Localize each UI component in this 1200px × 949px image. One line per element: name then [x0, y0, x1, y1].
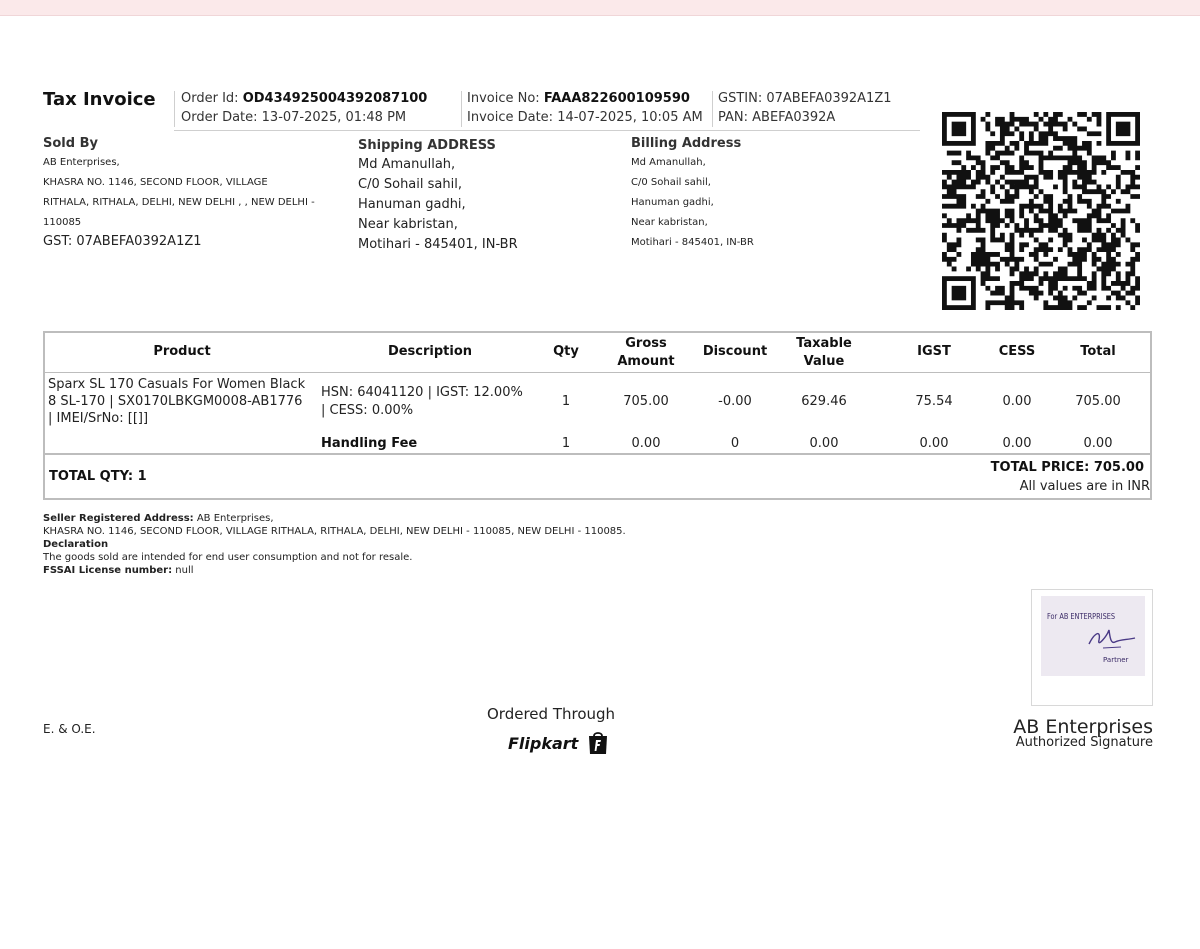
order-id-label: Order Id: — [181, 91, 239, 106]
address-line: Near kabristan, — [358, 217, 458, 232]
sold-by-title: Sold By — [43, 136, 98, 151]
cell-total: 705.00 — [1075, 394, 1121, 409]
table-header-rule — [45, 372, 1150, 373]
top-bar — [0, 0, 1200, 16]
signature-scribble-icon — [1081, 622, 1141, 656]
cell-handling-fee: Handling Fee — [321, 436, 418, 451]
address-line: Near kabristan, — [631, 217, 708, 228]
cell-qty: 1 — [561, 436, 571, 451]
ordered-through: Ordered Through — [487, 705, 616, 723]
flipkart-wordmark: Flipkart — [508, 734, 579, 753]
product-line: | IMEI/SrNo: [[]] — [48, 411, 149, 426]
qr-code-icon — [942, 112, 1140, 310]
cell-cess: 0.00 — [1002, 436, 1032, 451]
invoice-no-label: Invoice No: — [467, 91, 540, 106]
col-gross — [605, 335, 687, 371]
stamp-text: For AB ENTERPRISES — [1047, 612, 1116, 621]
shipping-title: Shipping ADDRESS — [358, 138, 496, 153]
address-line: Motihari - 845401, IN-BR — [358, 237, 518, 252]
address-line: RITHALA, RITHALA, DELHI, NEW DELHI , , NEW DELHI - — [43, 197, 315, 208]
col-taxable — [781, 335, 867, 371]
invoice-no-value: FAAA822600109590 — [543, 91, 690, 106]
header-divider — [461, 91, 462, 127]
footer-notes — [43, 512, 626, 577]
cell-qty: 1 — [561, 394, 571, 409]
currency-note: All values are in INR — [1019, 479, 1150, 494]
product-line: 8 SL-170 | SX0170LBKGM0008-AB1776 — [48, 394, 303, 409]
invoice-title: Tax Invoice — [43, 89, 156, 110]
total-price: TOTAL PRICE: 705.00 — [990, 460, 1144, 475]
product-line: Sparx SL 170 Casuals For Women Black — [48, 377, 306, 392]
address-line: 110085 — [43, 217, 82, 228]
fssai-value: null — [175, 565, 194, 576]
cell-igst: 75.54 — [915, 394, 953, 409]
cell-taxable: 629.46 — [801, 394, 847, 409]
flipkart-bag-icon — [586, 731, 610, 755]
header-divider — [712, 91, 713, 127]
col-gross-line2: Amount — [617, 354, 675, 369]
billing-title: Billing Address — [631, 136, 742, 151]
signature-stamp — [1041, 596, 1145, 676]
col-description: Description — [387, 344, 473, 359]
shipping-address — [358, 155, 518, 255]
col-cess: CESS — [998, 344, 1036, 359]
invoice-date: Invoice Date: 14-07-2025, 10:05 AM — [467, 110, 703, 125]
gstin: GSTIN: 07ABEFA0392A1Z1 — [718, 91, 892, 106]
totals-box — [43, 455, 1152, 500]
cell-taxable: 0.00 — [809, 436, 839, 451]
order-id-value: OD434925004392087100 — [242, 91, 428, 106]
authorized-signature: Authorized Signature — [1015, 735, 1153, 750]
table-row-description — [321, 384, 541, 420]
col-product: Product — [153, 344, 211, 359]
cell-discount: 0 — [730, 436, 740, 451]
seller-name: AB Enterprises — [1013, 716, 1153, 738]
description-line: | CESS: 0.00% — [321, 403, 414, 418]
col-qty: Qty — [553, 344, 579, 359]
signature-box — [1031, 589, 1153, 706]
header-rule — [174, 130, 920, 131]
address-line: Md Amanullah, — [631, 157, 706, 168]
description-line: HSN: 64041120 | IGST: 12.00% — [321, 385, 523, 400]
address-line: Hanuman gadhi, — [358, 197, 466, 212]
total-qty: TOTAL QTY: 1 — [49, 469, 147, 484]
seller-reg-line2: KHASRA NO. 1146, SECOND FLOOR, VILLAGE RITHALA, RITHALA, DELHI, NEW DELHI - 110085, NEW DELHI - 110085. — [43, 526, 626, 537]
seller-reg-value: AB Enterprises, — [196, 513, 274, 524]
fssai-license — [43, 564, 626, 577]
cell-total: 0.00 — [1083, 436, 1113, 451]
billing-address — [631, 153, 754, 253]
address-line: Motihari - 845401, IN-BR — [631, 237, 754, 248]
address-line: C/0 Sohail sahil, — [631, 177, 711, 188]
col-taxable-line2: Value — [803, 354, 845, 369]
seller-reg-label: Seller Registered Address: — [43, 513, 194, 524]
eoe: E. & O.E. — [43, 722, 96, 736]
cell-gross: 705.00 — [623, 394, 669, 409]
fssai-label: FSSAI License number: — [43, 565, 173, 576]
cell-discount: -0.00 — [718, 394, 752, 409]
table-row-product — [48, 376, 318, 427]
col-taxable-line1: Taxable — [796, 336, 852, 351]
cell-igst: 0.00 — [919, 436, 949, 451]
declaration-text: The goods sold are intended for end user consumption and not for resale. — [43, 552, 413, 563]
sold-by-address — [43, 153, 315, 233]
col-igst: IGST — [917, 344, 951, 359]
address-line: C/0 Sohail sahil, — [358, 177, 462, 192]
address-line: AB Enterprises, — [43, 157, 120, 168]
address-line: KHASRA NO. 1146, SECOND FLOOR, VILLAGE — [43, 177, 268, 188]
seller-registered-address — [43, 512, 626, 525]
header-divider — [174, 91, 175, 127]
sold-by-gst: GST: 07ABEFA0392A1Z1 — [43, 234, 202, 249]
invoice-no — [467, 91, 690, 106]
order-date: Order Date: 13-07-2025, 01:48 PM — [181, 110, 407, 125]
order-id — [181, 91, 427, 106]
col-gross-line1: Gross — [625, 336, 667, 351]
col-discount: Discount — [702, 344, 768, 359]
address-line: Md Amanullah, — [358, 157, 456, 172]
address-line: Hanuman gadhi, — [631, 197, 714, 208]
cell-gross: 0.00 — [631, 436, 661, 451]
flipkart-logo — [508, 731, 610, 755]
col-total: Total — [1080, 344, 1116, 359]
items-table — [43, 331, 1152, 455]
pan: PAN: ABEFA0392A — [718, 110, 836, 125]
stamp-partner: Partner — [1103, 656, 1129, 664]
cell-cess: 0.00 — [1002, 394, 1032, 409]
declaration-title: Declaration — [43, 539, 109, 550]
